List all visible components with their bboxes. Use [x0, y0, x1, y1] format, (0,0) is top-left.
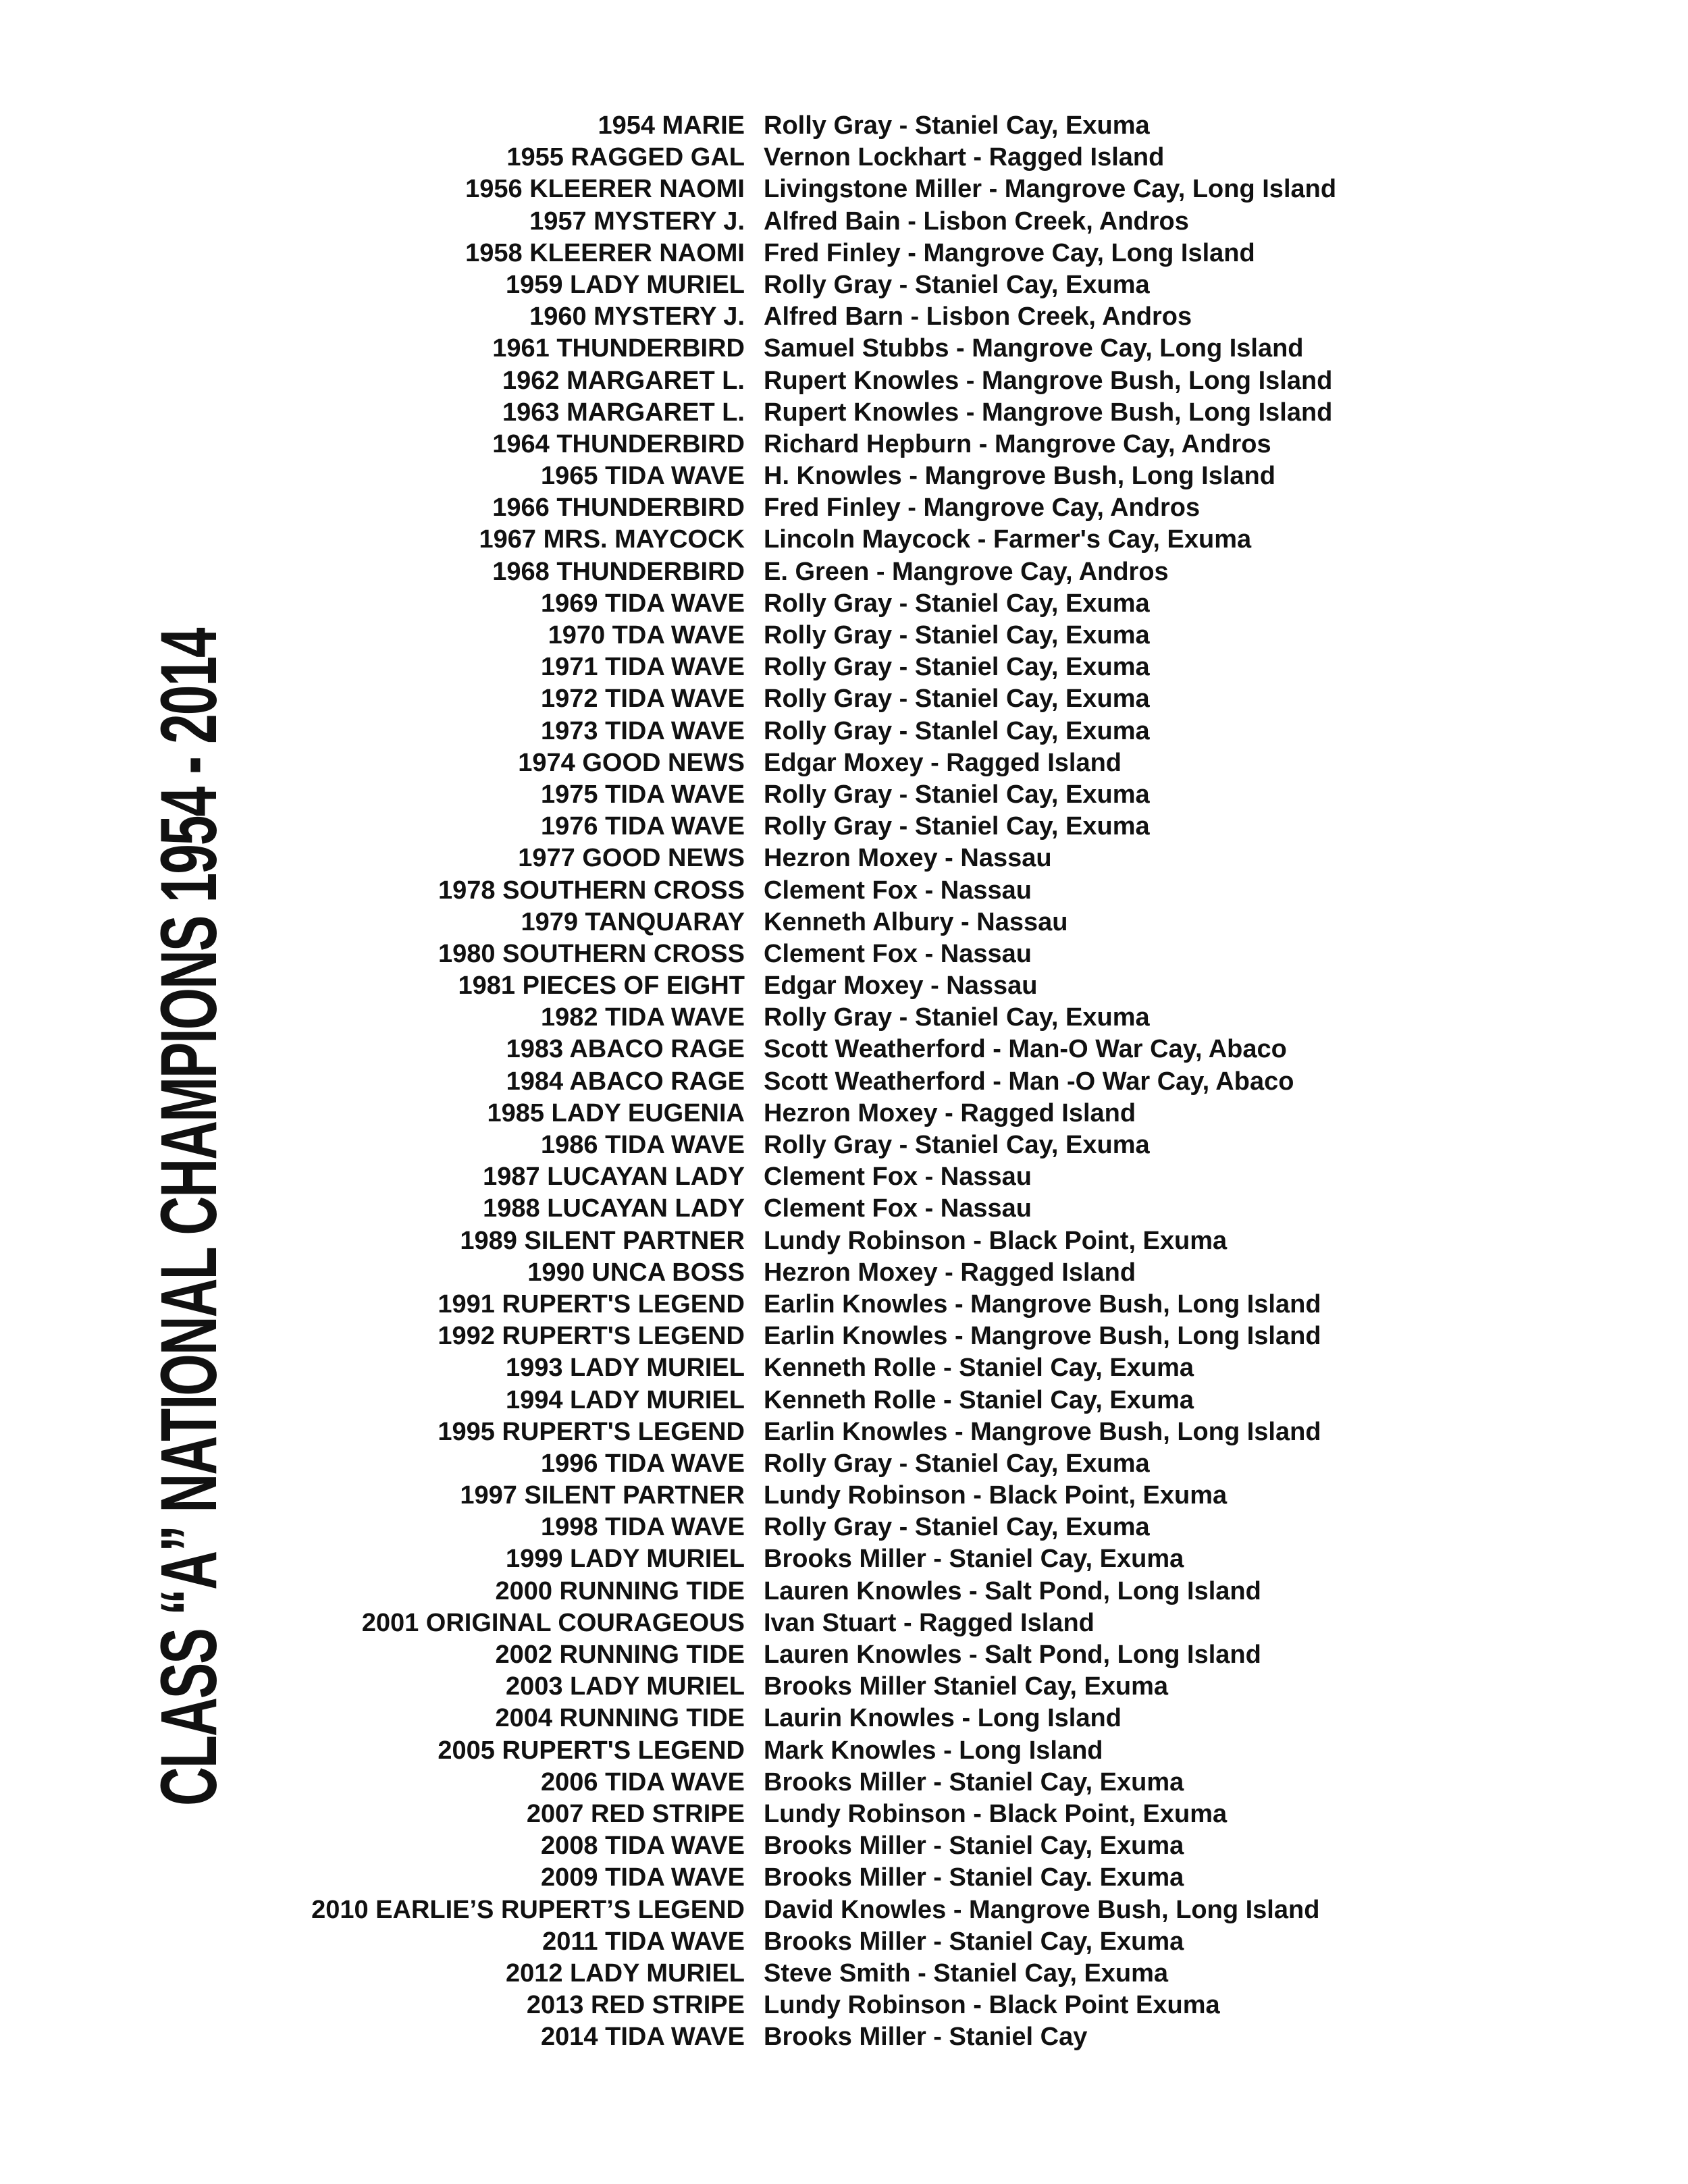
winner-location: Scott Weatherford - Man -O War Cay, Abaco	[764, 1067, 1294, 1096]
list-item	[0, 460, 1688, 492]
boat-year-name: 1971 TIDA WAVE	[541, 653, 745, 682]
boat-year-name: 1985 LADY EUGENIA	[487, 1098, 745, 1127]
boat-year-name: 1972 TIDA WAVE	[541, 685, 745, 714]
winner-location: Lundy Robinson - Black Point Exuma	[764, 1991, 1220, 2020]
list-item	[0, 365, 1688, 397]
winner-location: Richard Hepburn - Mangrove Cay, Andros	[764, 429, 1271, 458]
list-item	[0, 683, 1688, 715]
boat-year-name: 1975 TIDA WAVE	[541, 780, 745, 809]
winner-location: Rolly Gray - Staniel Cay, Exuma	[764, 812, 1150, 841]
boat-year-name: 2001 ORIGINAL COURAGEOUS	[361, 1608, 745, 1637]
list-item	[0, 1002, 1688, 1034]
list-item	[0, 1066, 1688, 1098]
boat-year-name: 1974 GOOD NEWS	[518, 748, 745, 777]
list-item	[0, 492, 1688, 524]
list-item	[0, 1225, 1688, 1257]
list-item	[0, 588, 1688, 620]
winner-location: Clement Fox - Nassau	[764, 876, 1032, 905]
boat-year-name: 2007 RED STRIPE	[526, 1799, 745, 1828]
winner-location: Brooks Miller - Staniel Cay. Exuma	[764, 1863, 1184, 1892]
list-item	[0, 1385, 1688, 1416]
boat-year-name: 2010 EARLIE’S RUPERT’S LEGEND	[311, 1895, 745, 1924]
winner-location: Edgar Moxey - Ragged Island	[764, 748, 1122, 777]
list-item	[0, 1543, 1688, 1575]
winner-location: Kenneth Rolle - Staniel Cay, Exuma	[764, 1385, 1194, 1414]
list-item	[0, 779, 1688, 811]
list-item	[0, 524, 1688, 556]
boat-year-name: 1994 LADY MURIEL	[505, 1385, 745, 1414]
boat-year-name: 1993 LADY MURIEL	[505, 1354, 745, 1383]
boat-year-name: 1964 THUNDERBIRD	[492, 429, 745, 458]
boat-year-name: 1955 RAGGED GAL	[506, 143, 745, 172]
boat-year-name: 2014 TIDA WAVE	[541, 2023, 745, 2052]
winner-location: Clement Fox - Nassau	[764, 1163, 1032, 1192]
list-item	[0, 1958, 1688, 1990]
boat-year-name: 2006 TIDA WAVE	[541, 1767, 745, 1796]
list-item	[0, 1576, 1688, 1607]
winner-location: Mark Knowles - Long Island	[764, 1736, 1103, 1765]
list-item	[0, 970, 1688, 1002]
boat-year-name: 1967 MRS. MAYCOCK	[479, 525, 745, 554]
list-item	[0, 397, 1688, 429]
list-item	[0, 2021, 1688, 2053]
winner-location: Brooks Miller Staniel Cay, Exuma	[764, 1672, 1169, 1701]
list-item	[0, 907, 1688, 938]
list-item	[0, 1129, 1688, 1161]
boat-year-name: 2011 TIDA WAVE	[542, 1927, 745, 1956]
winner-location: Livingstone Miller - Mangrove Cay, Long Island	[764, 175, 1337, 204]
list-item	[0, 651, 1688, 683]
list-item	[0, 1448, 1688, 1480]
winner-location: Vernon Lockhart - Ragged Island	[764, 143, 1165, 172]
winner-location: Fred Finley - Mangrove Cay, Andros	[764, 494, 1201, 523]
winner-location: Rolly Gray - Staniel Cay, Exuma	[764, 653, 1150, 682]
boat-year-name: 2000 RUNNING TIDE	[495, 1576, 745, 1605]
boat-year-name: 1989 SILENT PARTNER	[460, 1226, 745, 1255]
list-item	[0, 938, 1688, 970]
winner-location: Lincoln Maycock - Farmer's Cay, Exuma	[764, 525, 1252, 554]
boat-year-name: 1982 TIDA WAVE	[541, 1003, 745, 1032]
boat-year-name: 1981 PIECES OF EIGHT	[458, 971, 745, 1001]
list-item	[0, 1098, 1688, 1129]
winner-location: Laurin Knowles - Long Island	[764, 1704, 1122, 1733]
winner-location: E. Green - Mangrove Cay, Andros	[764, 557, 1169, 586]
list-item	[0, 174, 1688, 205]
boat-year-name: 1992 RUPERT'S LEGEND	[438, 1322, 745, 1351]
list-item	[0, 301, 1688, 333]
list-item	[0, 875, 1688, 907]
boat-year-name: 2009 TIDA WAVE	[541, 1863, 745, 1892]
boat-year-name: 1969 TIDA WAVE	[541, 589, 745, 618]
boat-year-name: 1973 TIDA WAVE	[541, 716, 745, 745]
winner-location: Hezron Moxey - Ragged Island	[764, 1098, 1136, 1127]
winner-location: Brooks Miller - Staniel Cay	[764, 2023, 1088, 2052]
list-item	[0, 206, 1688, 238]
list-item	[0, 1416, 1688, 1448]
boat-year-name: 1990 UNCA BOSS	[527, 1258, 745, 1287]
list-item	[0, 843, 1688, 874]
winner-location: Alfred Bain - Lisbon Creek, Andros	[764, 207, 1189, 236]
list-item	[0, 142, 1688, 174]
winner-location: Rolly Gray - Staniel Cay, Exuma	[764, 621, 1150, 649]
boat-year-name: 1968 THUNDERBIRD	[492, 557, 745, 586]
list-item	[0, 1735, 1688, 1767]
list-item	[0, 1193, 1688, 1225]
list-item	[0, 1257, 1688, 1289]
boat-year-name: 2008 TIDA WAVE	[541, 1832, 745, 1861]
winner-location: Brooks Miller - Staniel Cay, Exuma	[764, 1767, 1184, 1796]
list-item	[0, 556, 1688, 588]
winner-location: Rupert Knowles - Mangrove Bush, Long Island	[764, 398, 1333, 427]
list-item	[0, 1639, 1688, 1671]
boat-year-name: 1996 TIDA WAVE	[541, 1449, 745, 1478]
winner-location: Brooks Miller - Staniel Cay, Exuma	[764, 1927, 1184, 1956]
boat-year-name: 2005 RUPERT'S LEGEND	[438, 1736, 745, 1765]
boat-year-name: 1995 RUPERT'S LEGEND	[438, 1417, 745, 1446]
winner-location: Rolly Gray - Staniel Cay, Exuma	[764, 1449, 1150, 1478]
winner-location: Rolly Gray - Staniel Cay, Exuma	[764, 780, 1150, 809]
list-item	[0, 269, 1688, 301]
winner-location: Lundy Robinson - Black Point, Exuma	[764, 1226, 1228, 1255]
winner-location: Kenneth Albury - Nassau	[764, 907, 1068, 936]
winner-location: Steve Smith - Staniel Cay, Exuma	[764, 1959, 1169, 1988]
list-item	[0, 1990, 1688, 2021]
boat-year-name: 1963 MARGARET L.	[502, 398, 745, 427]
winner-location: Scott Weatherford - Man-O War Cay, Abaco	[764, 1035, 1287, 1064]
winner-location: H. Knowles - Mangrove Bush, Long Island	[764, 462, 1275, 491]
list-item	[0, 1512, 1688, 1543]
boat-year-name: 1954 MARIE	[598, 111, 745, 140]
winner-location: Clement Fox - Nassau	[764, 1194, 1032, 1223]
boat-year-name: 2012 LADY MURIEL	[505, 1959, 745, 1988]
list-item	[0, 1894, 1688, 1926]
boat-year-name: 1960 MYSTERY J.	[529, 302, 745, 331]
boat-year-name: 1986 TIDA WAVE	[541, 1131, 745, 1159]
boat-year-name: 2013 RED STRIPE	[526, 1991, 745, 2020]
list-item	[0, 620, 1688, 651]
boat-year-name: 1998 TIDA WAVE	[541, 1513, 745, 1542]
boat-year-name: 1978 SOUTHERN CROSS	[438, 876, 745, 905]
list-item	[0, 1926, 1688, 1958]
boat-year-name: 1959 LADY MURIEL	[505, 270, 745, 299]
winner-location: Lauren Knowles - Salt Pond, Long Island	[764, 1576, 1261, 1605]
boat-year-name: 1980 SOUTHERN CROSS	[438, 939, 745, 968]
winner-location: Hezron Moxey - Ragged Island	[764, 1258, 1136, 1287]
boat-year-name: 1987 LUCAYAN LADY	[483, 1163, 745, 1192]
list-item	[0, 1034, 1688, 1065]
winner-location: Lundy Robinson - Black Point, Exuma	[764, 1799, 1228, 1828]
list-item	[0, 1352, 1688, 1384]
boat-year-name: 1988 LUCAYAN LADY	[483, 1194, 745, 1223]
boat-year-name: 1957 MYSTERY J.	[529, 207, 745, 236]
boat-year-name: 1976 TIDA WAVE	[541, 812, 745, 841]
list-item	[0, 1607, 1688, 1639]
winner-location: Lundy Robinson - Black Point, Exuma	[764, 1481, 1228, 1510]
list-item	[0, 429, 1688, 460]
list-item	[0, 1767, 1688, 1799]
boat-year-name: 1979 TANQUARAY	[521, 907, 745, 936]
boat-year-name: 1958 KLEERER NAOMI	[465, 238, 745, 267]
winner-location: Samuel Stubbs - Mangrove Cay, Long Island	[764, 334, 1304, 363]
list-item	[0, 1703, 1688, 1734]
list-item	[0, 716, 1688, 747]
boat-year-name: 2003 LADY MURIEL	[505, 1672, 745, 1701]
boat-year-name: 1997 SILENT PARTNER	[460, 1481, 745, 1510]
list-item	[0, 1480, 1688, 1512]
winner-location: Edgar Moxey - Nassau	[764, 971, 1038, 1001]
list-item	[0, 333, 1688, 365]
boat-year-name: 1999 LADY MURIEL	[505, 1545, 745, 1574]
winner-location: Rolly Gray - Staniel Cay, Exuma	[764, 1513, 1150, 1542]
winner-location: David Knowles - Mangrove Bush, Long Island	[764, 1895, 1320, 1924]
winner-location: Brooks Miller - Staniel Cay, Exuma	[764, 1545, 1184, 1574]
winner-location: Lauren Knowles - Salt Pond, Long Island	[764, 1641, 1261, 1669]
list-item	[0, 1671, 1688, 1703]
boat-year-name: 1966 THUNDERBIRD	[492, 494, 745, 523]
winner-location: Rolly Gray - Staniel Cay, Exuma	[764, 1003, 1150, 1032]
winner-location: Fred Finley - Mangrove Cay, Long Island	[764, 238, 1255, 267]
boat-year-name: 1984 ABACO RAGE	[506, 1067, 745, 1096]
champions-list	[0, 110, 1688, 2053]
list-item	[0, 811, 1688, 843]
list-item	[0, 1161, 1688, 1193]
winner-location: Earlin Knowles - Mangrove Bush, Long Island	[764, 1322, 1321, 1351]
boat-year-name: 1983 ABACO RAGE	[506, 1035, 745, 1064]
winner-location: Rolly Gray - Staniel Cay, Exuma	[764, 111, 1150, 140]
list-item	[0, 1799, 1688, 1830]
winner-location: Rolly Gray - Stanlel Cay, Exuma	[764, 716, 1150, 745]
boat-year-name: 2004 RUNNING TIDE	[495, 1704, 745, 1733]
list-item	[0, 1321, 1688, 1352]
boat-year-name: 1977 GOOD NEWS	[518, 844, 745, 873]
winner-location: Rolly Gray - Staniel Cay, Exuma	[764, 270, 1150, 299]
boat-year-name: 2002 RUNNING TIDE	[495, 1641, 745, 1669]
boat-year-name: 1956 KLEERER NAOMI	[465, 175, 745, 204]
list-item	[0, 747, 1688, 779]
page-title-text: CLASS “A” NATIONAL CHAMPIONS 1954 - 2014	[144, 629, 234, 1806]
winner-location: Rolly Gray - Staniel Cay, Exuma	[764, 685, 1150, 714]
winner-location: Ivan Stuart - Ragged Island	[764, 1608, 1094, 1637]
winner-location: Clement Fox - Nassau	[764, 939, 1032, 968]
winner-location: Rolly Gray - Staniel Cay, Exuma	[764, 589, 1150, 618]
winner-location: Alfred Barn - Lisbon Creek, Andros	[764, 302, 1192, 331]
winner-location: Rolly Gray - Staniel Cay, Exuma	[764, 1131, 1150, 1159]
winner-location: Brooks Miller - Staniel Cay, Exuma	[764, 1832, 1184, 1861]
winner-location: Hezron Moxey - Nassau	[764, 844, 1052, 873]
winner-location: Rupert Knowles - Mangrove Bush, Long Island	[764, 366, 1333, 395]
winner-location: Kenneth Rolle - Staniel Cay, Exuma	[764, 1354, 1194, 1383]
list-item	[0, 238, 1688, 269]
boat-year-name: 1965 TIDA WAVE	[541, 462, 745, 491]
list-item	[0, 1830, 1688, 1862]
boat-year-name: 1991 RUPERT'S LEGEND	[438, 1289, 745, 1319]
boat-year-name: 1962 MARGARET L.	[502, 366, 745, 395]
winner-location: Earlin Knowles - Mangrove Bush, Long Island	[764, 1289, 1321, 1319]
list-item	[0, 1862, 1688, 1894]
list-item	[0, 110, 1688, 142]
winner-location: Earlin Knowles - Mangrove Bush, Long Island	[764, 1417, 1321, 1446]
list-item	[0, 1289, 1688, 1321]
boat-year-name: 1970 TDA WAVE	[548, 621, 745, 649]
boat-year-name: 1961 THUNDERBIRD	[492, 334, 745, 363]
